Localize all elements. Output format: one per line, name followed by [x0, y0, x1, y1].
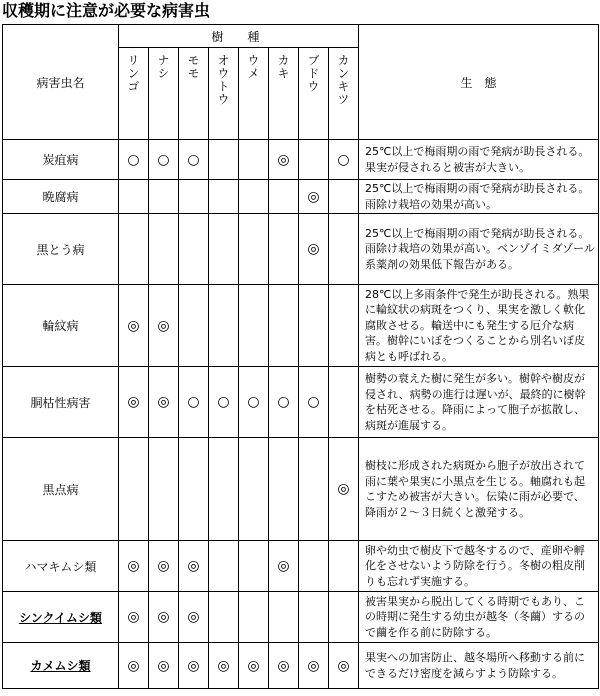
ecology-text: 卵や幼虫で樹皮下で越冬するので、産卵や孵化をさせないよう防除を行う。冬樹の粗皮削りも忘れず実施する。 [359, 541, 599, 592]
mark-cell: ◎ [239, 643, 269, 689]
ecology-text: 25℃以上で梅雨期の雨で発病が助長される。雨除け栽培の効果が高い。ベンゾイミダゾール系薬剤の効果低下報告がある。 [359, 214, 599, 285]
mark-cell [209, 285, 239, 367]
species-label: ウメ [246, 54, 260, 80]
header-species: 樹 種 [119, 25, 359, 48]
pest-name: 胴枯性病害 [3, 367, 119, 438]
header-pest-name: 病害虫名 [3, 25, 119, 140]
species-label: リンゴ [126, 54, 140, 93]
mark-cell: ◎ [209, 643, 239, 689]
ecology-text: 28℃以上多雨条件で発生が助長される。熟果に輪紋状の病斑をつくり、果実を激しく軟化腐敗させる。輸送中にも発生する厄介な病害。樹幹にいぼをつくることから別名いぼ皮病とも呼ばれる。 [359, 285, 599, 367]
table-row [3, 438, 599, 541]
species-label: カンキツ [336, 54, 350, 106]
species-label: ブドウ [306, 54, 320, 93]
mark-cell: ◎ [149, 285, 179, 367]
mark-cell [119, 438, 149, 541]
mark-cell [329, 180, 359, 214]
pest-name: 輪紋病 [3, 285, 119, 367]
mark-cell [269, 438, 299, 541]
mark-cell: ◎ [179, 643, 209, 689]
mark-cell: ◎ [299, 214, 329, 285]
mark-cell [299, 592, 329, 643]
mark-cell [149, 214, 179, 285]
header-ecology: 生 態 [359, 25, 599, 140]
mark-cell [179, 285, 209, 367]
mark-cell: ◎ [299, 180, 329, 214]
table-row [3, 285, 599, 367]
mark-cell [269, 285, 299, 367]
mark-cell: ○ [269, 367, 299, 438]
mark-cell [209, 214, 239, 285]
table-row [3, 541, 599, 592]
species-header [239, 48, 269, 140]
mark-cell: ◎ [119, 592, 149, 643]
species-label: カキ [276, 54, 290, 80]
mark-cell [299, 285, 329, 367]
mark-cell: ○ [119, 140, 149, 180]
ecology-text: 25℃以上で梅雨期の雨で発病が助長される。果実が侵されると被害が大きい。 [359, 140, 599, 180]
mark-cell [179, 214, 209, 285]
mark-cell [119, 180, 149, 214]
mark-cell [329, 367, 359, 438]
mark-cell [119, 214, 149, 285]
mark-cell: ◎ [119, 285, 149, 367]
table-row [3, 643, 599, 689]
species-header [299, 48, 329, 140]
mark-cell [329, 285, 359, 367]
ecology-text: 25℃以上で梅雨期の雨で発病が助長される。雨除け栽培の効果が高い。 [359, 180, 599, 214]
table-row [3, 140, 599, 180]
pest-name: カメムシ類 [3, 643, 119, 689]
ecology-text: 被害果実から脱出してくる時期でもあり、この時期に発生する幼虫が越冬（冬繭）するので繭を作る前に防除する。 [359, 592, 599, 643]
table-row [3, 592, 599, 643]
mark-cell: ○ [149, 140, 179, 180]
mark-cell [239, 214, 269, 285]
pest-name: ハマキムシ類 [3, 541, 119, 592]
pest-name: 黒点病 [3, 438, 119, 541]
pest-name: 晩腐病 [3, 180, 119, 214]
mark-cell: ◎ [299, 643, 329, 689]
mark-cell [269, 180, 299, 214]
mark-cell: ◎ [149, 541, 179, 592]
mark-cell [329, 592, 359, 643]
mark-cell: ◎ [269, 541, 299, 592]
species-header [179, 48, 209, 140]
mark-cell [239, 541, 269, 592]
species-label: ナシ [156, 54, 170, 80]
pest-table [2, 24, 599, 689]
mark-cell [269, 214, 299, 285]
mark-cell: ◎ [179, 541, 209, 592]
mark-cell [149, 438, 179, 541]
species-header [119, 48, 149, 140]
mark-cell: ◎ [329, 643, 359, 689]
mark-cell: ◎ [329, 438, 359, 541]
mark-cell [329, 214, 359, 285]
mark-cell [239, 180, 269, 214]
mark-cell: ◎ [149, 592, 179, 643]
mark-cell [179, 438, 209, 541]
ecology-text: 樹枝に形成された病斑から胞子が放出されて雨に葉や果実に小黒点を生じる。軸腐れも起こすため被害が大きい。伝染に雨が必要で、降雨が２～３日続くと激発する。 [359, 438, 599, 541]
mark-cell [299, 541, 329, 592]
mark-cell [239, 592, 269, 643]
mark-cell: ◎ [119, 541, 149, 592]
species-header [209, 48, 239, 140]
mark-cell [209, 140, 239, 180]
mark-cell [239, 438, 269, 541]
mark-cell [149, 180, 179, 214]
table-body [3, 140, 599, 689]
mark-cell: ◎ [179, 592, 209, 643]
mark-cell [209, 180, 239, 214]
pest-name: 黒とう病 [3, 214, 119, 285]
mark-cell [179, 180, 209, 214]
mark-cell: ○ [179, 140, 209, 180]
mark-cell: ◎ [269, 140, 299, 180]
species-label: オウトウ [216, 54, 230, 106]
mark-cell: ◎ [269, 643, 299, 689]
table-row [3, 214, 599, 285]
mark-cell: ○ [179, 367, 209, 438]
species-header [269, 48, 299, 140]
table-row [3, 367, 599, 438]
mark-cell: ○ [299, 367, 329, 438]
ecology-text: 樹勢の衰えた樹に発生が多い。樹幹や樹皮が侵され、病勢の進行は遅いが、最終的に樹幹を枯死させる。降雨によって胞子が拡散し、病斑が進展する。 [359, 367, 599, 438]
mark-cell: ○ [209, 367, 239, 438]
mark-cell [209, 541, 239, 592]
ecology-text: 果実への加害防止、越冬場所へ移動する前にできるだけ密度を減らすよう防除する。 [359, 643, 599, 689]
mark-cell [329, 541, 359, 592]
mark-cell: ○ [329, 140, 359, 180]
mark-cell: ◎ [149, 643, 179, 689]
mark-cell: ◎ [119, 643, 149, 689]
mark-cell [209, 438, 239, 541]
page-title: 収穫期に注意が必要な病害虫 [2, 1, 211, 20]
mark-cell [209, 592, 239, 643]
mark-cell [299, 140, 329, 180]
mark-cell: ◎ [119, 367, 149, 438]
species-header [149, 48, 179, 140]
table-row [3, 180, 599, 214]
mark-cell: ○ [239, 367, 269, 438]
pest-name: 炭疽病 [3, 140, 119, 180]
mark-cell [239, 285, 269, 367]
mark-cell [269, 592, 299, 643]
species-header [329, 48, 359, 140]
species-label: モモ [186, 54, 200, 80]
mark-cell [299, 438, 329, 541]
pest-name: シンクイムシ類 [3, 592, 119, 643]
mark-cell [239, 140, 269, 180]
mark-cell: ◎ [149, 367, 179, 438]
